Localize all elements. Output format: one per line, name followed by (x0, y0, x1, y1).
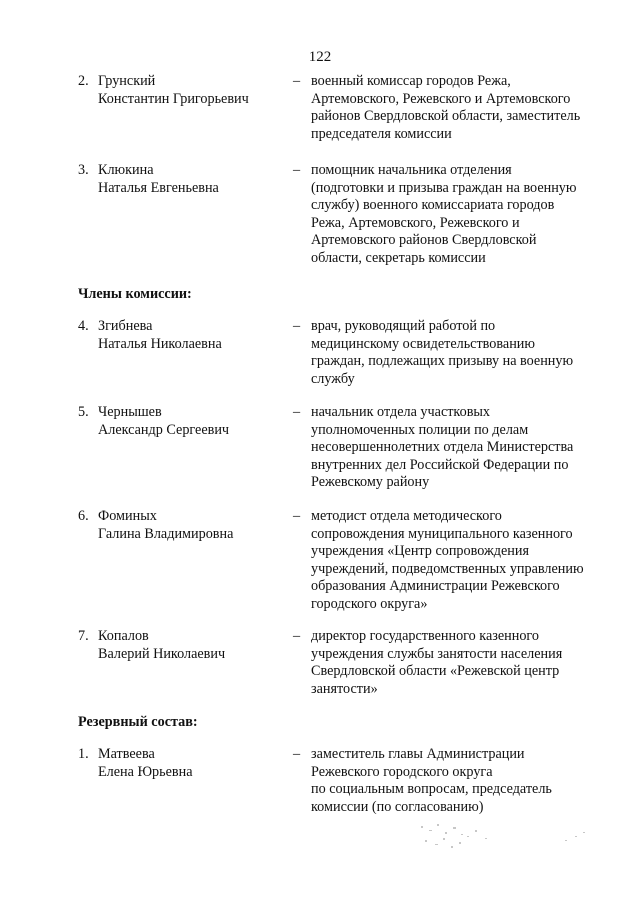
person-name (98, 404, 278, 439)
entry-number: 2. (78, 73, 89, 89)
dash: – (293, 746, 301, 762)
surname: Грунский (98, 73, 156, 89)
dash: – (293, 404, 301, 420)
person-name (98, 73, 278, 108)
given-name: Константин Григорьевич (98, 90, 249, 107)
faint-stamp-marks (415, 818, 595, 858)
entry-number: 3. (78, 162, 89, 178)
position-description: методист отдела методического сопровождения муниципального казенного учреждения «Центр сопровождения учреждений, подведомственных управлению образования Администрации Режевского городского округа» (311, 508, 584, 612)
entry-number: 6. (78, 508, 89, 524)
given-name: Галина Владимировна (98, 525, 234, 542)
surname: Матвеева (98, 746, 155, 762)
person-name (98, 318, 278, 353)
entry-number: 4. (78, 318, 89, 334)
position-description: начальник отдела участковых уполномоченных полиции по делам несовершеннолетних отдела Министерства внутренних дел Российской Федерации по Режевскому району (311, 404, 574, 490)
person-name (98, 162, 278, 197)
surname: Фоминых (98, 508, 157, 524)
dash: – (293, 318, 301, 334)
person-name (98, 628, 278, 663)
surname: Клюкина (98, 162, 154, 178)
dash: – (293, 162, 301, 178)
given-name: Александр Сергеевич (98, 421, 230, 438)
members-heading: Члены комиссии: (78, 286, 192, 302)
entry-number: 7. (78, 628, 89, 644)
dash: – (293, 73, 301, 89)
surname: Копалов (98, 628, 149, 644)
given-name: Наталья Евгеньевна (98, 179, 219, 196)
position-description: врач, руководящий работой по медицинскому освидетельствованию граждан, подлежащих призыву на военную службу (311, 318, 574, 387)
position-description: военный комиссар городов Режа, Артемовского, Режевского и Артемовского районов Свердловской области, заместитель председателя комиссии (311, 73, 581, 142)
position-description: директор государственного казенного учреждения службы занятости населения Свердловской области «Режевской центр занятости» (311, 628, 563, 697)
entry-number: 5. (78, 404, 89, 420)
dash: – (293, 628, 301, 644)
person-name (98, 746, 278, 781)
surname: Згибнева (98, 318, 153, 334)
reserve-heading: Резервный состав: (78, 714, 198, 730)
dash: – (293, 508, 301, 524)
position-description: заместитель главы Администрации Режевского городского округа по социальным вопросам, председатель комиссии (по согласованию) (311, 746, 552, 815)
given-name: Елена Юрьевна (98, 763, 193, 780)
page-number: 122 (308, 49, 332, 65)
given-name: Валерий Николаевич (98, 645, 226, 662)
given-name: Наталья Николаевна (98, 335, 222, 352)
entry-number: 1. (78, 746, 89, 762)
surname: Чернышев (98, 404, 162, 420)
person-name (98, 508, 278, 543)
position-description: помощник начальника отделения (подготовки и призыва граждан на военную службу) военного комиссариата городов Режа, Артемовского, Режевского и Артемовского районов Свердловской области, секретарь комиссии (311, 162, 577, 266)
